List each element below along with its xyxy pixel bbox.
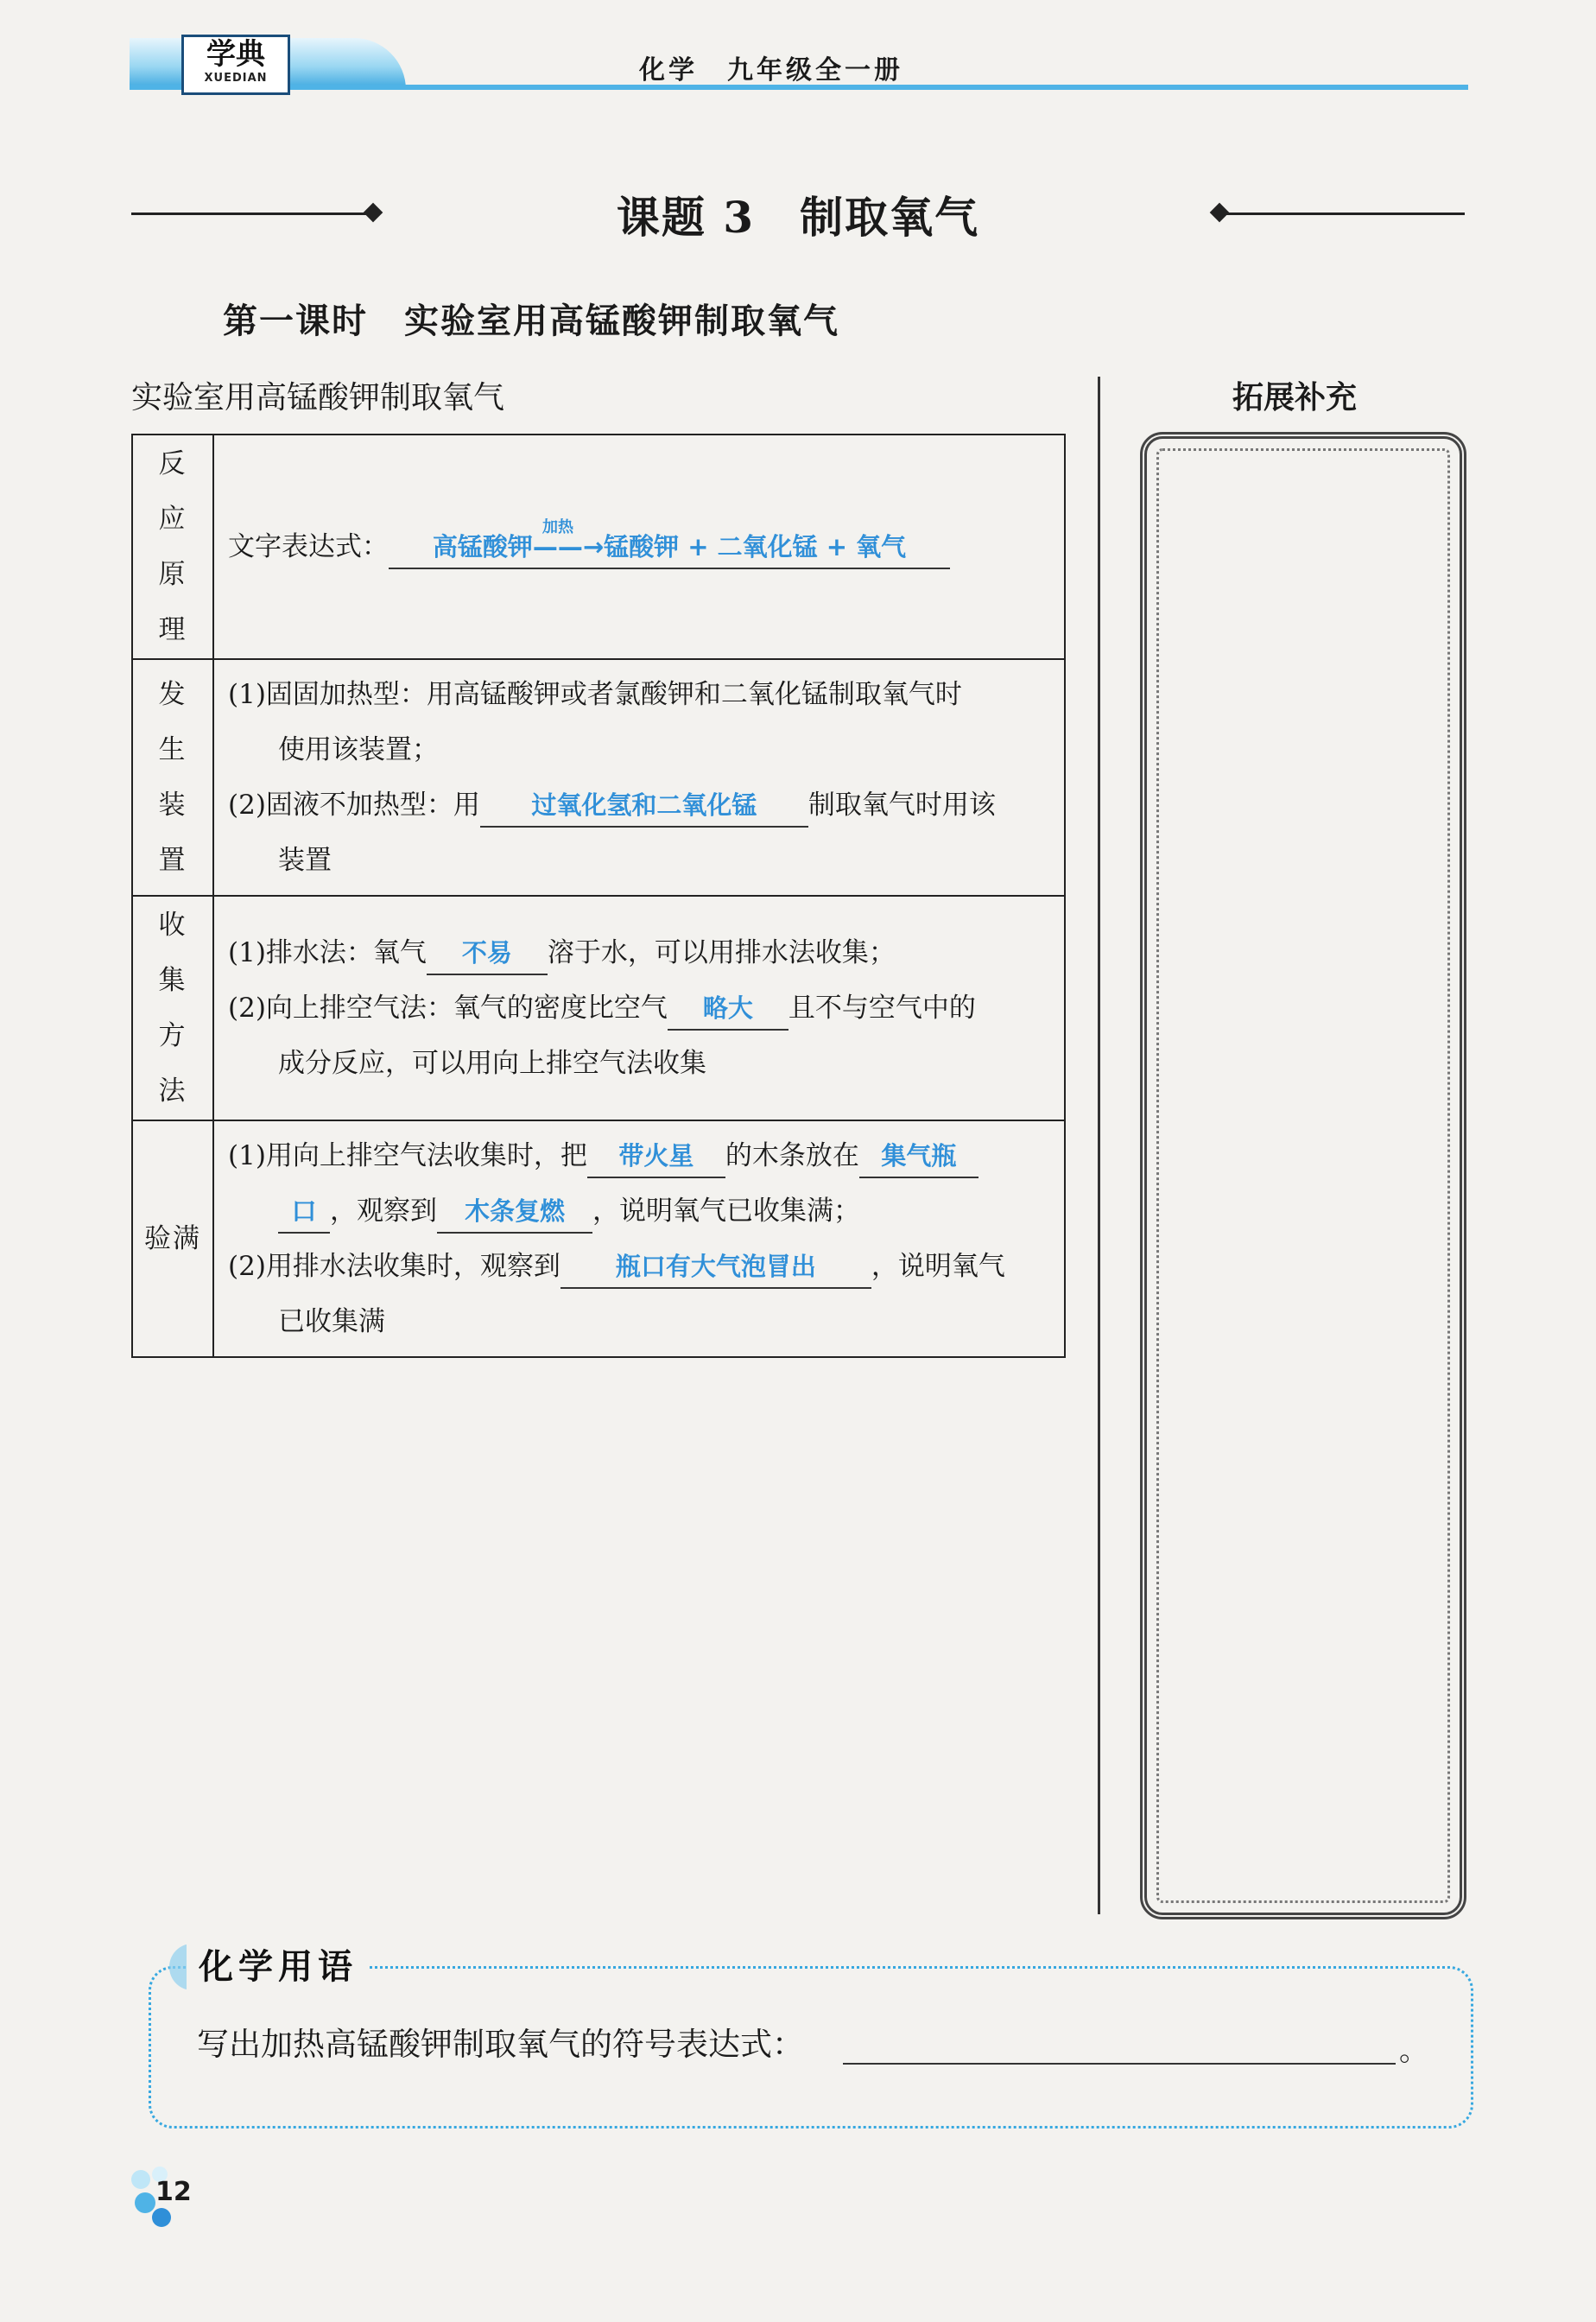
notes-frame[interactable] bbox=[1140, 432, 1466, 1919]
table-row bbox=[132, 435, 1065, 659]
hex-dot bbox=[131, 2170, 150, 2189]
terminology-tag: 化学用语 bbox=[187, 1940, 370, 1994]
text-line: (2)固液不加热型：用 过氧化氢和二氧化锰 制取氧气时用该 bbox=[228, 777, 1052, 833]
answer-blank: 集气瓶 bbox=[859, 1135, 978, 1178]
page-number: 12 bbox=[155, 2177, 192, 2207]
lesson-subtitle: 第一课时 实验室用高锰酸钾制取氧气 bbox=[223, 301, 839, 341]
row-label: 反应原理 bbox=[132, 435, 213, 659]
header-subject: 化学 九年级全一册 bbox=[639, 55, 903, 86]
logo-en: XUEDIAN bbox=[204, 72, 268, 85]
answer-blank: 口 bbox=[278, 1190, 330, 1234]
equation-condition: 加热 bbox=[542, 518, 573, 536]
hex-dot bbox=[135, 2192, 155, 2213]
answer-blank: 过氧化氢和二氧化锰 bbox=[480, 784, 808, 828]
table-row bbox=[132, 896, 1065, 1120]
text-line: (2)向上排空气法：氧气的密度比空气 略大 且不与空气中的 bbox=[228, 980, 1052, 1036]
experiment-table bbox=[131, 434, 1066, 1358]
text-line: (1)用向上排空气法收集时，把 带火星 的木条放在 集气瓶 bbox=[228, 1128, 1052, 1183]
text-line: (2)用排水法收集时，观察到 瓶口有大气泡冒出 ，说明氧气 bbox=[228, 1239, 1052, 1294]
answer-line[interactable] bbox=[843, 2063, 1396, 2065]
logo bbox=[181, 35, 290, 95]
answer-blank: 木条复燃 bbox=[437, 1190, 592, 1234]
text-line: 使用该装置； bbox=[278, 734, 439, 765]
logo-cn: 学典 bbox=[206, 37, 265, 72]
row-label: 发生装置 bbox=[132, 659, 213, 896]
table-row bbox=[132, 1120, 1065, 1357]
page-title: 课题 3 制取氧气 bbox=[616, 192, 980, 243]
section-label: 实验室用高锰酸钾制取氧气 bbox=[131, 380, 505, 416]
answer-blank: 略大 bbox=[668, 987, 788, 1031]
text-line: 成分反应，可以用向上排空气法收集 bbox=[278, 1048, 706, 1079]
text-line: (1)固固加热型：用高锰酸钾或者氯酸钾和二氧化锰制取氧气时 bbox=[228, 679, 962, 710]
row-label: 收集方法 bbox=[132, 896, 213, 1120]
answer-blank: 不易 bbox=[427, 932, 548, 975]
equation-prefix: 文字表达式： bbox=[228, 531, 389, 562]
text-line: 口 ，观察到 木条复燃 ，说明氧气已收集满； bbox=[228, 1183, 1052, 1239]
text-line: 装置 bbox=[278, 845, 332, 876]
equation-answer: 加热 高锰酸钾——→锰酸钾 + 二氧化锰 + 氧气 bbox=[389, 526, 950, 569]
row-content bbox=[213, 435, 1065, 659]
table-row bbox=[132, 659, 1065, 896]
text-line: (1)排水法：氧气 不易 溶于水，可以用排水法收集； bbox=[228, 925, 1052, 980]
answer-blank: 瓶口有大气泡冒出 bbox=[560, 1246, 871, 1289]
side-title: 拓展补充 bbox=[1232, 380, 1357, 416]
question-end: 。 bbox=[1399, 2033, 1428, 2068]
text-line: 已收集满 bbox=[278, 1306, 385, 1337]
row-content bbox=[213, 659, 1065, 896]
row-label: 验满 bbox=[132, 1120, 213, 1357]
terminology-question: 写出加热高锰酸钾制取氧气的符号表达式： bbox=[197, 2026, 804, 2063]
column-divider bbox=[1098, 377, 1100, 1914]
row-content bbox=[213, 896, 1065, 1120]
row-content bbox=[213, 1120, 1065, 1357]
answer-blank: 带火星 bbox=[587, 1135, 725, 1178]
hex-dot bbox=[152, 2208, 171, 2227]
